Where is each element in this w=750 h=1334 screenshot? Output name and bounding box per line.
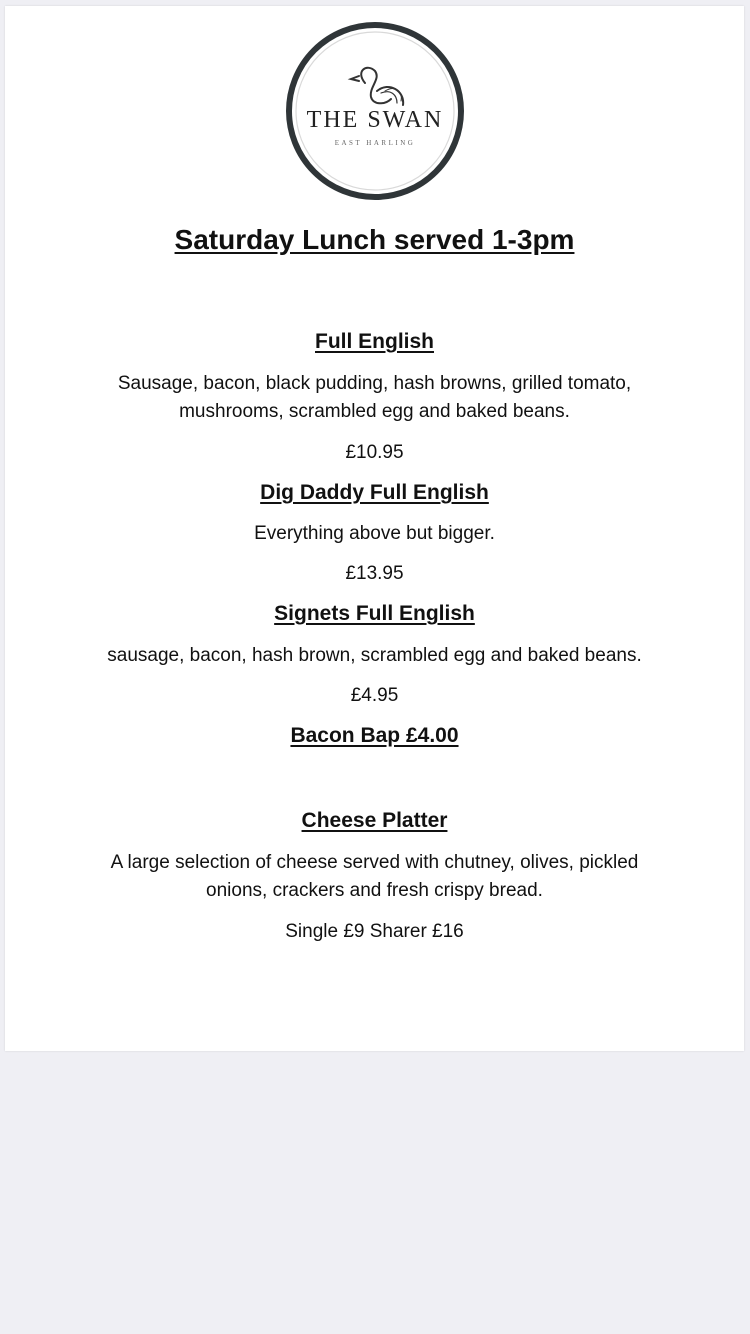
logo-name: THE SWAN (306, 107, 444, 133)
logo-location: EAST HARLING (334, 139, 416, 147)
menu-page (5, 6, 744, 1051)
item-description: Everything above but bigger. (254, 523, 495, 544)
item-description-line: Sausage, bacon, black pudding, hash browns, grilled tomato, (117, 373, 632, 394)
item-price: £4.95 (350, 685, 399, 706)
item-price: £13.95 (345, 563, 404, 584)
item-price: Single £9 Sharer £16 (285, 921, 464, 942)
item-heading-dig-daddy: Dig Daddy Full English (260, 481, 489, 504)
item-heading-bacon-bap: Bacon Bap £4.00 (290, 724, 459, 747)
swan-logo-emblem (285, 21, 465, 201)
item-description-line: A large selection of cheese served with chutney, olives, pickled (110, 852, 639, 873)
swan-logo (285, 21, 465, 201)
item-heading-signets: Signets Full English (274, 602, 475, 625)
item-heading-cheese-platter: Cheese Platter (301, 809, 448, 832)
item-price: £10.95 (345, 442, 404, 463)
item-heading-full-english: Full English (315, 330, 434, 353)
item-description: sausage, bacon, hash brown, scrambled egg and baked beans. (107, 645, 642, 666)
item-description-line: onions, crackers and fresh crispy bread. (206, 880, 543, 901)
item-description-line: mushrooms, scrambled egg and baked beans. (179, 401, 570, 422)
menu-title: Saturday Lunch served 1-3pm (174, 224, 575, 255)
